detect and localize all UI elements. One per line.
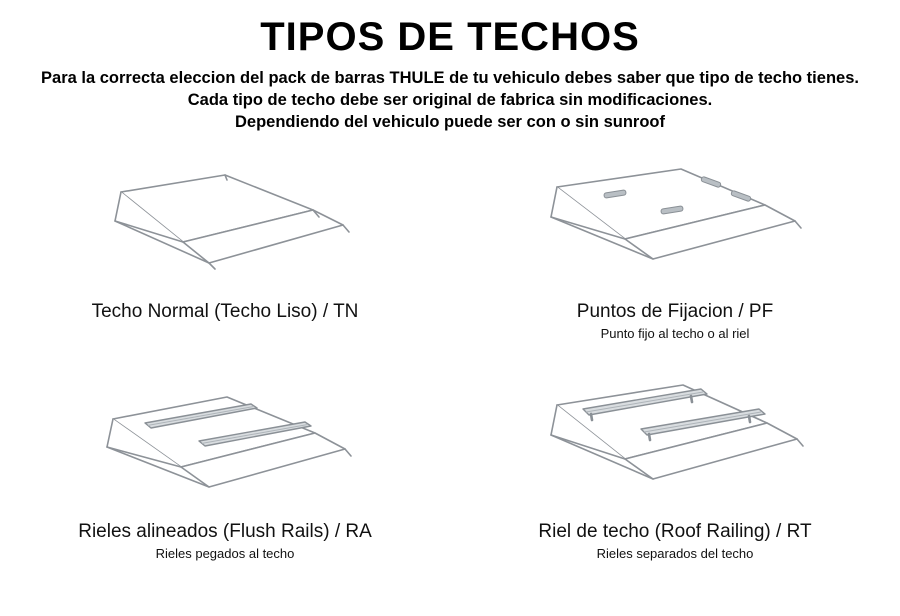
roof-type-puntos-fijacion <box>450 147 900 367</box>
roof-type-rieles-alineados <box>0 367 450 587</box>
roof-type-subcaption: Rieles separados del techo <box>596 546 754 562</box>
roof-types-grid <box>0 147 900 587</box>
page-title: TIPOS DE TECHOS <box>260 15 640 59</box>
intro-line-1: Para la correcta eleccion del pack de barras THULE de tu vehiculo debes saber que tipo de techo tienes. <box>41 69 859 87</box>
roof-type-subcaption: Punto fijo al techo o al riel <box>600 326 750 342</box>
roof-type-caption: Techo Normal (Techo Liso) / TN <box>91 301 359 323</box>
roof-illustration-puntos-fijacion <box>465 147 885 297</box>
roof-type-riel-de-techo <box>450 367 900 587</box>
roof-illustration-techo-normal <box>13 147 433 297</box>
roof-illustration-riel-de-techo <box>465 367 885 517</box>
roof-type-caption: Puntos de Fijacion / PF <box>576 301 774 323</box>
roof-type-caption: Riel de techo (Roof Railing) / RT <box>538 521 812 543</box>
intro-line-3: Dependiendo del vehiculo puede ser con o sin sunroof <box>235 112 665 131</box>
roof-illustration-rieles-alineados <box>13 367 433 517</box>
intro-line-2: Cada tipo de techo debe ser original de fabrica sin modificaciones. <box>187 90 713 109</box>
roof-type-subcaption: Rieles pegados al techo <box>155 546 295 562</box>
roof-type-techo-normal <box>0 147 450 367</box>
poster-root <box>0 16 900 616</box>
intro-text <box>0 68 900 133</box>
roof-type-caption: Rieles alineados (Flush Rails) / RA <box>78 521 372 543</box>
